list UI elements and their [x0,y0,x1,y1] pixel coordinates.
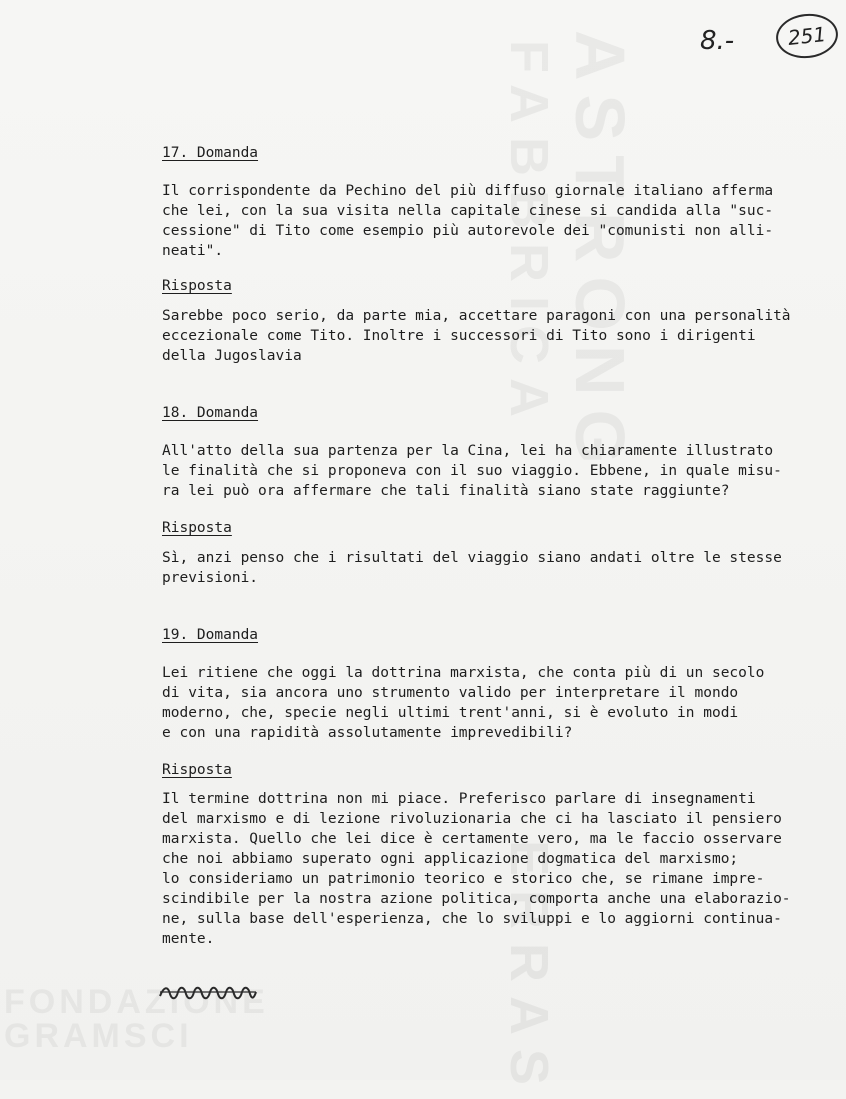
question-19-text: Lei ritiene che oggi la dottrina marxista, che conta più di un secolo di vita, sia ancora uno strumento valido per interpretare il mondo moderno, che, specie negli ultimi trent'anni, si è evoluto in modi e con una rapidità assolutamente imprevedibili? [162,665,765,741]
question-19-label: 19. Domanda [162,627,259,643]
answer-19-label: Risposta [162,762,232,778]
answer-17-text: Sarebbe poco serio, da parte mia, accettare paragoni con una personalità eccezionale come Tito. Inoltre i successori di Tito sono i dirigenti della Jugoslavia [162,308,791,364]
answer-17-label: Risposta [162,278,232,294]
circled-archive-number: 251 [774,11,840,61]
answer-19-text: Il termine dottrina non mi piace. Preferisco parlare di insegnamenti del marxismo e di lezione rivoluzionaria che ci ha lasciato il pensiero marxista. Quello che lei dice è certamente vero, ma le faccio osservare che noi abbiamo superato ogni applicazione dogmatica del marxismo; lo consideriamo un patrimonio teorico e storico che, se rimane impre- scindibile per la nostra azione politica, comporta anche una elaborazio- ne, sulla base dell'esperienza, che lo sviluppi e lo aggiorni continua- mente. [162,791,791,947]
watermark-archive-stamp: FONDAZIONE GRAMSCI [4,983,269,1055]
question-18-label: 18. Domanda [162,405,259,421]
question-17-text: Il corrispondente da Pechino del più diffuso giornale italiano afferma che lei, con la sua visita nella capitale cinese si candida alla "suc- cessione" di Tito come esempio più autorevole dei "comunisti non alli- neati". [162,183,774,259]
question-17-label: 17. Domanda [162,145,259,161]
struck-out-text-mark [158,982,258,1004]
answer-18-label: Risposta [162,520,232,536]
handwritten-page-number: 8.- [700,26,735,56]
watermark-vertical-b: FABBRICA [499,40,559,431]
watermark-vertical-a: ASTRONG [561,30,639,478]
question-18-text: All'atto della sua partenza per la Cina, lei ha chiaramente illustrato le finalità che si proponeva con il suo viaggio. Ebbene, in quale misu- ra lei può ora affermare che tali finalità siano state raggiunte? [162,443,782,499]
watermark-vertical-c: ERRAS [499,840,559,1099]
answer-18-text: Sì, anzi penso che i risultati del viaggio siano andati oltre le stesse previsioni. [162,550,782,586]
